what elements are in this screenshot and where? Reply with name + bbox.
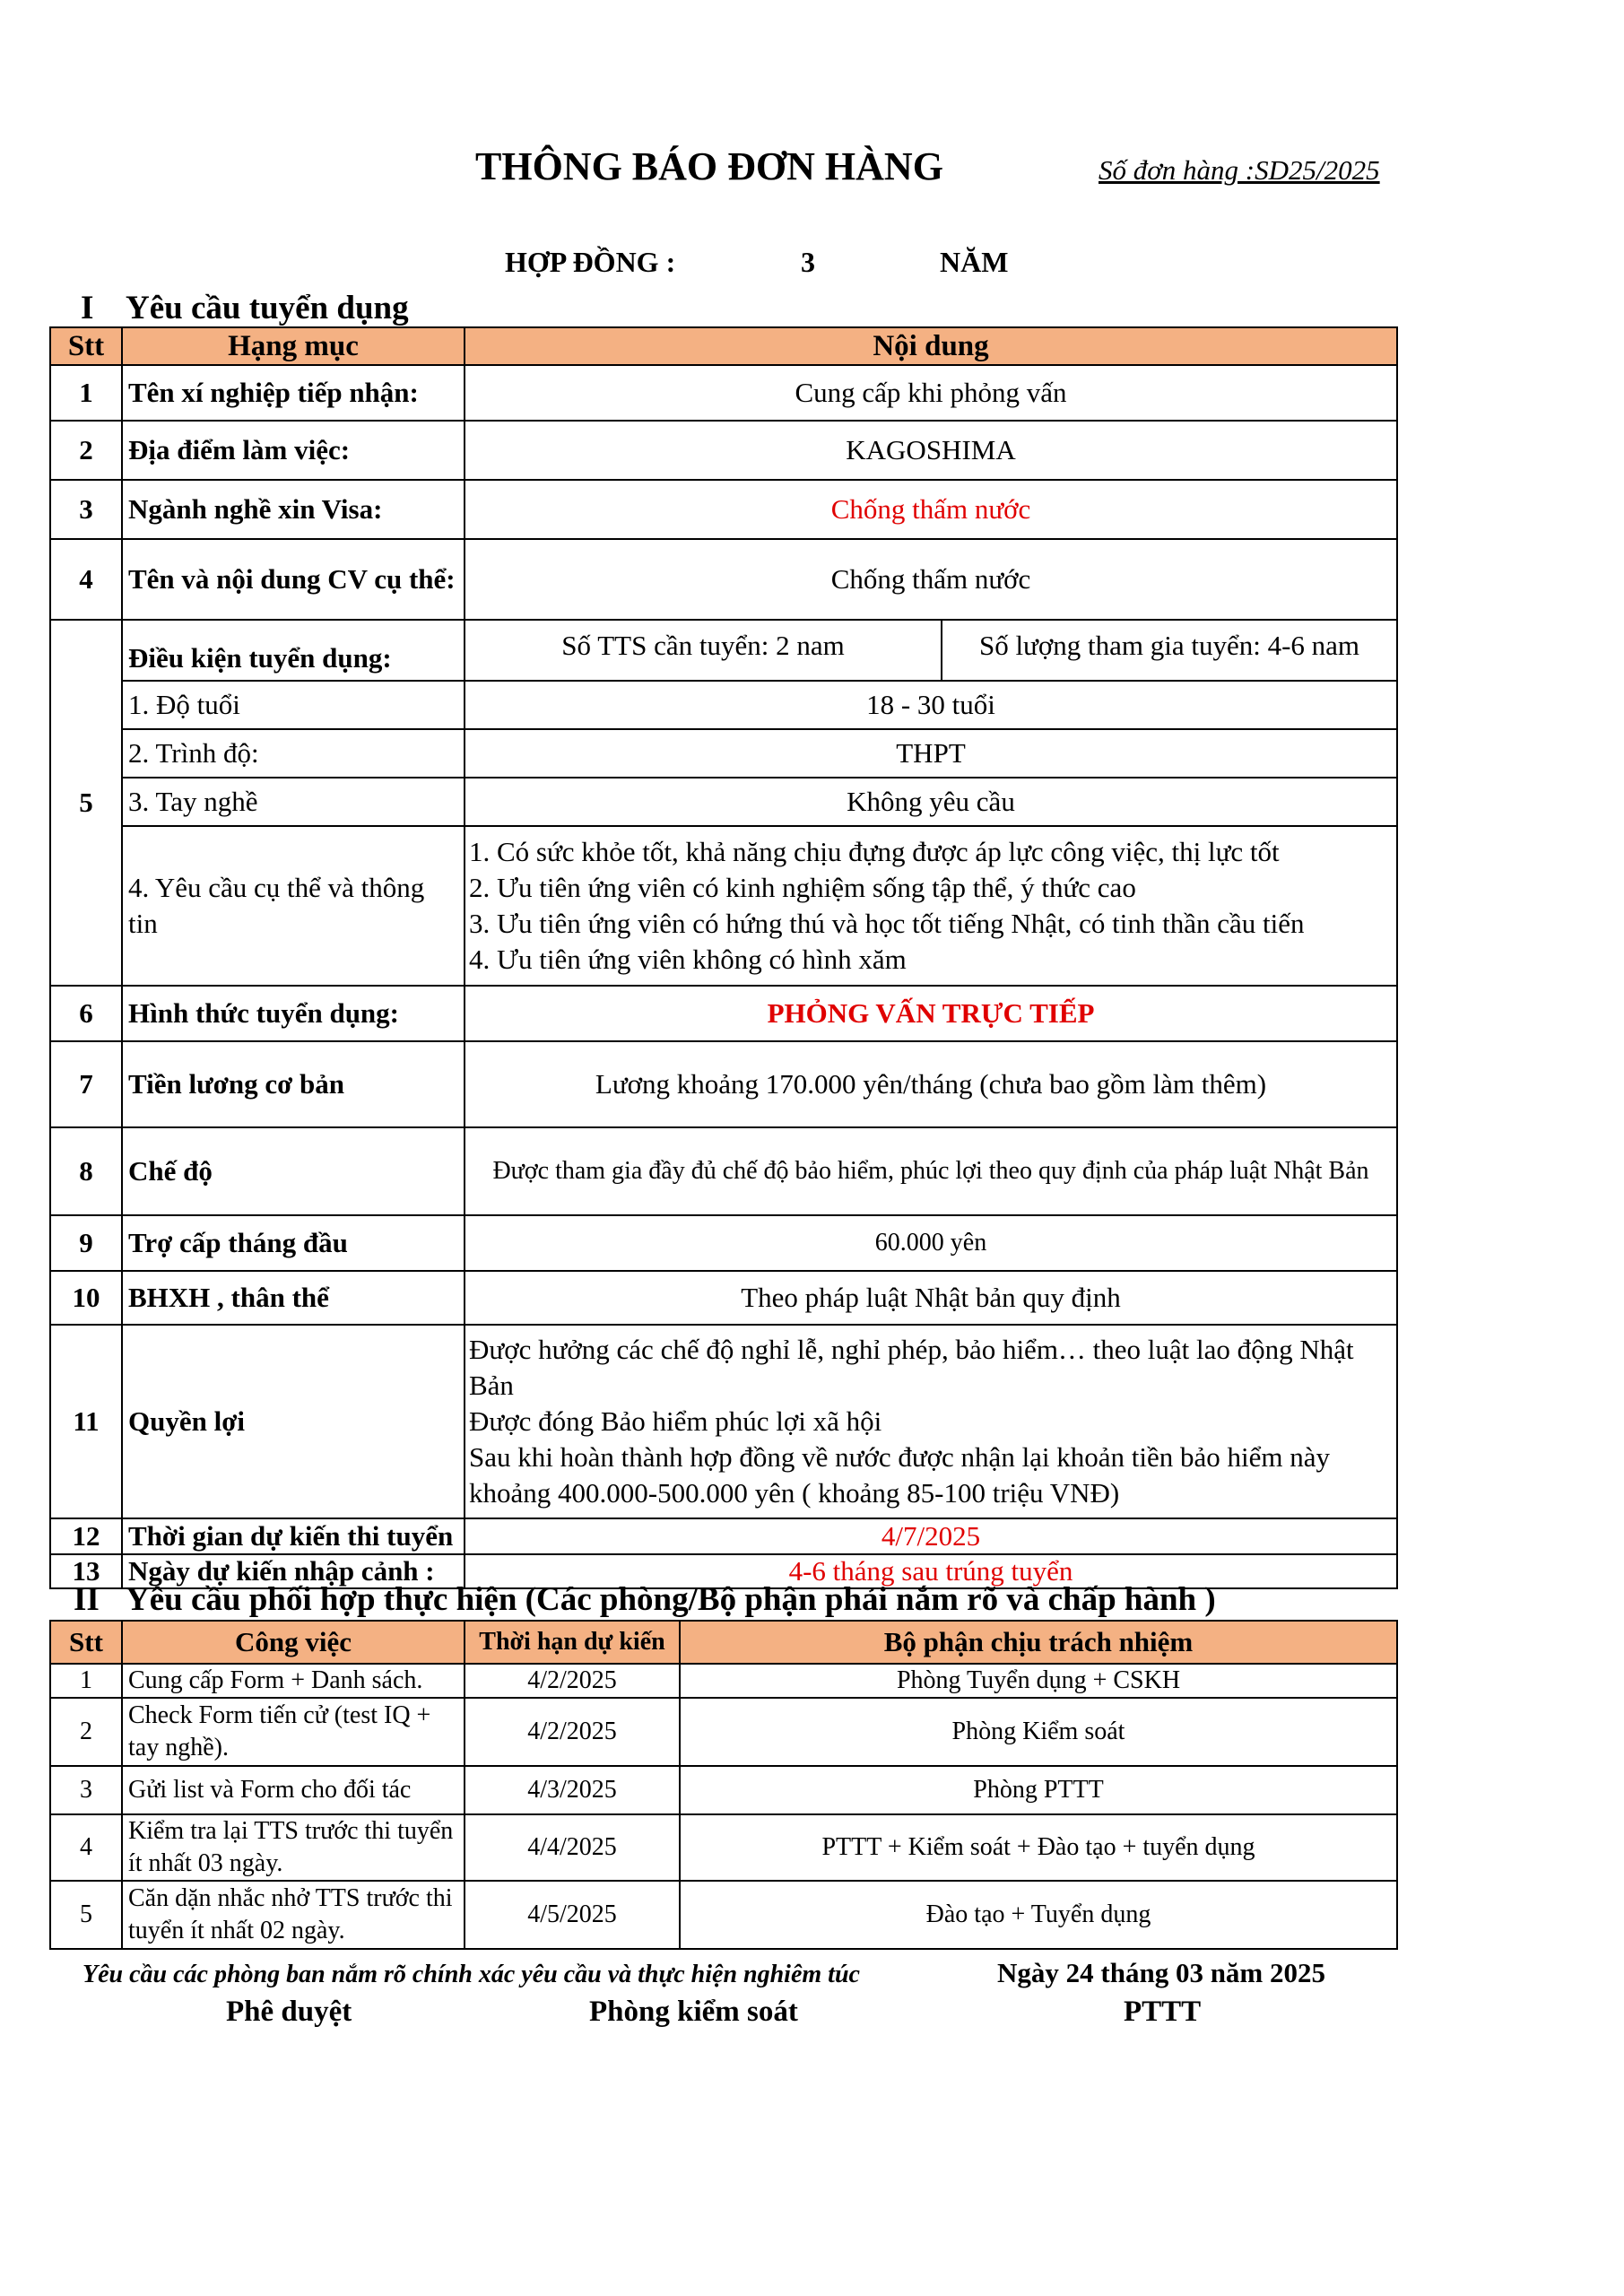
row-content: 4-6 tháng sau trúng tuyển [465,1554,1397,1588]
row-stt: 2 [50,1698,122,1766]
row-content: Lương khoảng 170.000 yên/tháng (chưa bao gồm làm thêm) [465,1041,1397,1127]
table-row [50,539,1397,620]
footer-date: Ngày 24 tháng 03 năm 2025 [997,1957,1326,1988]
row-item: Quyền lợi [122,1325,465,1518]
table-row [50,778,1397,826]
row-content: Cung cấp khi phỏng vấn [465,365,1397,421]
signature-control-dept: Phòng kiểm soát [589,1996,798,2028]
row-item: Tên xí nghiệp tiếp nhận: [122,365,465,421]
row-item: Ngành nghề xin Visa: [122,480,465,539]
table-row [50,1127,1397,1215]
col-header-stt: Stt [50,1621,122,1664]
section2-title: Yêu cầu phối hợp thực hiện (Các phòng/Bộ phận phải nắm rõ và chấp hành ) [126,1581,1216,1618]
row-stt: 13 [50,1554,122,1588]
education-value: THPT [465,729,1397,778]
row-content: Được tham gia đầy đủ chế độ bảo hiểm, phúc lợi theo quy định của pháp luật Nhật Bản [465,1127,1397,1215]
table-row [50,1215,1397,1271]
benefit-line: Được đóng Bảo hiểm phúc lợi xã hội [469,1405,882,1437]
table-row [50,1814,1397,1881]
row-deadline: 4/4/2025 [465,1814,680,1881]
row-task: Căn dặn nhắc nhở TTS trước thi tuyển ít nhất 02 ngày. [122,1881,465,1949]
table-row [50,729,1397,778]
signature-pttt: PTTT [1124,1996,1202,2028]
contract-value: 3 [801,246,815,278]
row-stt: 8 [50,1127,122,1215]
table-row [50,826,1397,986]
table-row [50,1698,1397,1766]
row-stt: 7 [50,1041,122,1127]
row-item: Trợ cấp tháng đầu [122,1215,465,1271]
row-deadline: 4/2/2025 [465,1664,680,1698]
table-row [50,365,1397,421]
coordination-table [49,1620,1398,1950]
table-row [50,1766,1397,1814]
row-stt: 5 [50,620,122,986]
table-row [50,620,1397,681]
row-item: Địa điểm làm việc: [122,421,465,480]
row-stt: 1 [50,1664,122,1698]
col-header-content: Nội dung [465,327,1397,365]
table-row [50,1271,1397,1325]
row-item: Chế độ [122,1127,465,1215]
footer-note: Yêu cầu các phòng ban nắm rõ chính xác yêu cầu và thực hiện nghiêm túc [83,1961,860,1988]
col-header-department: Bộ phận chịu trách nhiệm [680,1621,1397,1664]
requirement-line: 4. Ưu tiên ứng viên không có hình xăm [469,944,907,975]
table-row [50,1325,1397,1518]
row-department: Phòng PTTT [680,1766,1397,1814]
row-content: Chống thấm nước [465,539,1397,620]
row-content: PHỎNG VẤN TRỰC TIẾP [465,986,1397,1041]
row-content: KAGOSHIMA [465,421,1397,480]
row-item: BHXH , thân thể [122,1271,465,1325]
contract-label: HỢP ĐỒNG : [505,246,676,278]
row-content: Theo pháp luật Nhật bản quy định [465,1271,1397,1325]
row-stt: 4 [50,539,122,620]
row-stt: 9 [50,1215,122,1271]
row-stt: 5 [50,1881,122,1949]
row-stt: 12 [50,1518,122,1554]
contract-unit: NĂM [940,246,1009,278]
row-item: Ngày dự kiến nhập cảnh : [122,1554,465,1588]
skill-value: Không yêu cầu [465,778,1397,826]
row-stt: 1 [50,365,122,421]
table-row [50,1881,1397,1949]
row-content: Chống thấm nước [465,480,1397,539]
row-item: Hình thức tuyển dụng: [122,986,465,1041]
signature-approval: Phê duyệt [226,1996,352,2028]
education-label: 2. Trình độ: [122,729,465,778]
benefit-line: Được hưởng các chế độ nghỉ lễ, nghỉ phép, bảo hiểm… theo luật lao động Nhật Bản [469,1334,1354,1401]
row-content: 4/7/2025 [465,1518,1397,1554]
row-stt: 3 [50,1766,122,1814]
age-value: 18 - 30 tuổi [465,681,1397,729]
participant-count: Số lượng tham gia tuyển: 4-6 nam [942,620,1397,681]
row-task: Kiểm tra lại TTS trước thi tuyển ít nhất 03 ngày. [122,1814,465,1881]
row-department: PTTT + Kiểm soát + Đào tạo + tuyển dụng [680,1814,1397,1881]
skill-label: 3. Tay nghề [122,778,465,826]
table-row [50,1664,1397,1698]
section1-roman: I [81,290,94,326]
table-row [50,421,1397,480]
benefit-line: Sau khi hoàn thành hợp đồng về nước được nhận lại khoản tiền bảo hiểm này khoảng 400.000-500.000 yên ( khoảng 85-100 triệu VNĐ) [469,1441,1331,1509]
row-deadline: 4/3/2025 [465,1766,680,1814]
col-header-stt: Stt [50,327,122,365]
col-header-task: Công việc [122,1621,465,1664]
table-row [50,986,1397,1041]
row-department: Đào tạo + Tuyển dụng [680,1881,1397,1949]
recruit-count: Số TTS cần tuyển: 2 nam [465,620,942,681]
col-header-item: Hạng mục [122,327,465,365]
row-task: Gửi list và Form cho đối tác [122,1766,465,1814]
table-row [50,1041,1397,1127]
row-stt: 10 [50,1271,122,1325]
row-item: Tiền lương cơ bản [122,1041,465,1127]
requirements-label: 4. Yêu cầu cụ thể và thông tin [122,826,465,986]
col-header-deadline: Thời hạn dự kiến [465,1621,680,1664]
requirement-line: 3. Ưu tiên ứng viên có hứng thú và học tốt tiếng Nhật, có tinh thần cầu tiến [469,908,1305,939]
row-department: Phòng Tuyển dụng + CSKH [680,1664,1397,1698]
conditions-label: Điều kiện tuyển dụng: [122,620,465,681]
row-item: Tên và nội dung CV cụ thể: [122,539,465,620]
row-stt: 4 [50,1814,122,1881]
recruitment-requirements-table [49,326,1398,1589]
page-title: THÔNG BÁO ĐƠN HÀNG [475,144,943,188]
row-stt: 11 [50,1325,122,1518]
table-row [50,681,1397,729]
row-task: Cung cấp Form + Danh sách. [122,1664,465,1698]
row-stt: 2 [50,421,122,480]
age-label: 1. Độ tuổi [122,681,465,729]
row-stt: 3 [50,480,122,539]
table-row [50,1518,1397,1554]
row-deadline: 4/5/2025 [465,1881,680,1949]
requirement-line: 1. Có sức khỏe tốt, khả năng chịu đựng được áp lực công việc, thị lực tốt [469,836,1280,867]
row-task: Check Form tiến cử (test IQ + tay nghề). [122,1698,465,1766]
row-stt: 6 [50,986,122,1041]
section2-roman: II [74,1581,100,1618]
requirement-line: 2. Ưu tiên ứng viên có kinh nghiệm sống tập thể, ý thức cao [469,872,1136,903]
order-number: Số đơn hàng :SD25/2025 [1099,154,1380,186]
row-content: 60.000 yên [465,1215,1397,1271]
table-row [50,480,1397,539]
section1-title: Yêu cầu tuyển dụng [126,290,409,326]
row-department: Phòng Kiểm soát [680,1698,1397,1766]
row-deadline: 4/2/2025 [465,1698,680,1766]
row-item: Thời gian dự kiến thi tuyển [122,1518,465,1554]
